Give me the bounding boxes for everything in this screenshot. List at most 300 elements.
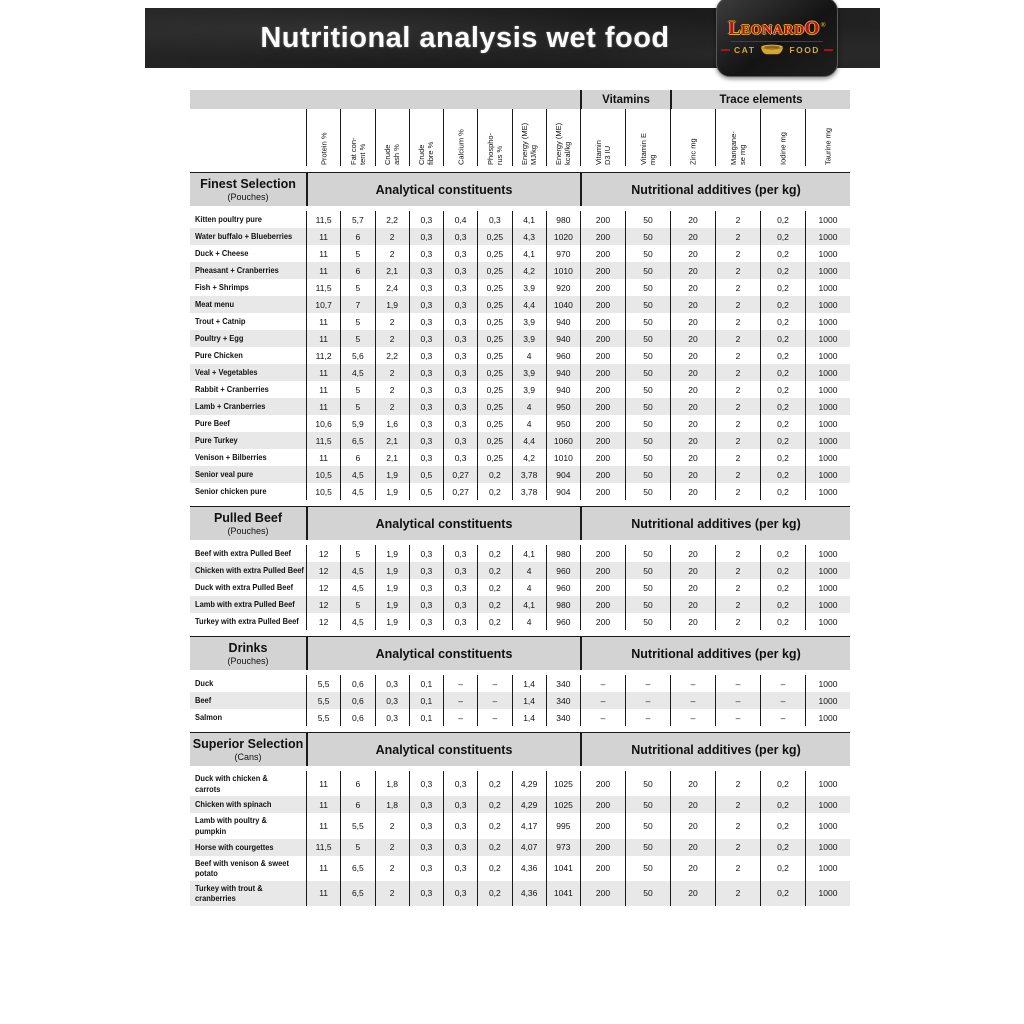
value-cell-3: 0,3 (409, 330, 443, 347)
section-title (190, 637, 306, 670)
table-row (190, 613, 850, 630)
value-cell-8: 200 (580, 449, 625, 466)
product-label-text (195, 333, 243, 344)
value-cell-12: – (760, 692, 805, 709)
column-header-9 (625, 109, 670, 166)
value-cell-11: 2 (715, 466, 760, 483)
value-cell-1: 7 (340, 296, 374, 313)
value-cell-7: 940 (546, 364, 580, 381)
value-cell-1: 6,5 (340, 856, 374, 881)
value-cell-5: 0,25 (477, 313, 511, 330)
value-cell-12: 0,2 (760, 330, 805, 347)
value-cell-2: 1,9 (375, 562, 409, 579)
value-cell-11: 2 (715, 839, 760, 856)
band-nutritional-additives: Nutritional additives (per kg) (580, 733, 850, 766)
product-label-text (195, 435, 238, 446)
table-row (190, 562, 850, 579)
value-cell-0: 12 (306, 579, 340, 596)
product-label (190, 364, 306, 381)
value-cell-11: 2 (715, 562, 760, 579)
value-cell-11: – (715, 709, 760, 726)
value-cell-1: 4,5 (340, 483, 374, 500)
value-cell-4: 0,3 (443, 398, 477, 415)
value-cell-8: 200 (580, 813, 625, 838)
value-cell-0: 11,5 (306, 839, 340, 856)
value-cell-11: 2 (715, 613, 760, 630)
value-cell-12: 0,2 (760, 813, 805, 838)
value-cell-5: 0,25 (477, 279, 511, 296)
value-cell-3: 0,3 (409, 839, 443, 856)
column-header-line: Crude (417, 144, 427, 165)
value-cell-12: 0,2 (760, 545, 805, 562)
value-cell-4: 0,3 (443, 856, 477, 881)
table-row (190, 709, 850, 726)
value-cell-2: 1,9 (375, 296, 409, 313)
value-cell-6: 4,4 (512, 296, 546, 313)
column-header-label (689, 111, 698, 165)
product-label (190, 211, 306, 228)
value-cell-13: 1000 (805, 262, 850, 279)
value-cell-7: 960 (546, 562, 580, 579)
value-cell-3: 0,3 (409, 364, 443, 381)
value-cell-4: 0,3 (443, 279, 477, 296)
product-label (190, 245, 306, 262)
value-cell-1: 0,6 (340, 675, 374, 692)
column-header-line: Vitamin (594, 139, 603, 165)
value-cell-6: 3,78 (512, 466, 546, 483)
value-cell-3: 0,3 (409, 579, 443, 596)
value-cell-8: – (580, 675, 625, 692)
column-header-label (456, 111, 465, 165)
value-cell-8: 200 (580, 398, 625, 415)
product-label-line: Salmon (195, 712, 223, 723)
product-label (190, 279, 306, 296)
value-cell-0: 5,5 (306, 675, 340, 692)
column-header-line: mg (648, 154, 657, 165)
value-cell-8: 200 (580, 432, 625, 449)
value-cell-9: 50 (625, 245, 670, 262)
value-cell-6: 3,78 (512, 483, 546, 500)
product-label (190, 796, 306, 813)
group-header-spacer (190, 90, 580, 109)
table-row (190, 856, 850, 881)
value-cell-13: 1000 (805, 596, 850, 613)
brand-subline (721, 44, 833, 56)
product-label-line: Kitten poultry pure (195, 214, 262, 225)
value-cell-1: 0,6 (340, 709, 374, 726)
value-cell-9: 50 (625, 415, 670, 432)
value-cell-11: 2 (715, 228, 760, 245)
value-cell-13: 1000 (805, 449, 850, 466)
table-row (190, 211, 850, 228)
value-cell-10: 20 (670, 796, 715, 813)
page-title: Nutritional analysis wet food (260, 21, 670, 54)
product-label-line: Pure Beef (195, 418, 230, 429)
value-cell-10: 20 (670, 415, 715, 432)
product-label-line: Lamb with poultry & (195, 815, 267, 826)
table-row (190, 449, 850, 466)
group-header-trace-elements: Trace elements (670, 90, 850, 109)
product-label (190, 483, 306, 500)
value-cell-9: 50 (625, 432, 670, 449)
product-label-line: Duck + Cheese (195, 248, 249, 259)
value-cell-8: 200 (580, 330, 625, 347)
product-label-text (195, 678, 213, 689)
value-cell-2: 1,6 (375, 415, 409, 432)
column-header-line: Energy (ME) (520, 122, 530, 165)
value-cell-7: 340 (546, 709, 580, 726)
product-label-text (195, 858, 289, 879)
value-cell-2: 1,8 (375, 796, 409, 813)
column-header-label (520, 111, 538, 165)
value-cell-3: 0,3 (409, 398, 443, 415)
value-cell-5: 0,2 (477, 579, 511, 596)
value-cell-9: 50 (625, 813, 670, 838)
product-label-line: Turkey with trout & (195, 882, 263, 893)
value-cell-5: 0,2 (477, 613, 511, 630)
value-cell-2: 2,2 (375, 211, 409, 228)
value-cell-5: 0,2 (477, 881, 511, 906)
value-cell-5: 0,25 (477, 296, 511, 313)
value-cell-2: 2 (375, 381, 409, 398)
value-cell-8: 200 (580, 364, 625, 381)
value-cell-9: – (625, 675, 670, 692)
value-cell-10: 20 (670, 545, 715, 562)
value-cell-7: 940 (546, 313, 580, 330)
value-cell-11: 2 (715, 296, 760, 313)
value-cell-12: 0,2 (760, 279, 805, 296)
value-cell-4: – (443, 692, 477, 709)
value-cell-2: 1,9 (375, 596, 409, 613)
value-cell-0: 11 (306, 228, 340, 245)
value-cell-2: 2,1 (375, 449, 409, 466)
value-cell-8: 200 (580, 579, 625, 596)
value-cell-5: 0,2 (477, 796, 511, 813)
value-cell-12: 0,2 (760, 579, 805, 596)
value-cell-7: 960 (546, 347, 580, 364)
value-cell-8: 200 (580, 839, 625, 856)
product-label-line: Duck with extra Pulled Beef (195, 582, 294, 593)
value-cell-5: 0,25 (477, 449, 511, 466)
value-cell-5: 0,25 (477, 415, 511, 432)
value-cell-13: 1000 (805, 313, 850, 330)
value-cell-1: 6 (340, 228, 374, 245)
value-cell-10: 20 (670, 381, 715, 398)
value-cell-0: 5,5 (306, 692, 340, 709)
value-cell-10: 20 (670, 313, 715, 330)
value-cell-11: 2 (715, 881, 760, 906)
value-cell-13: 1000 (805, 613, 850, 630)
table-row (190, 245, 850, 262)
column-header-line: Crude (383, 144, 393, 165)
column-header-4 (443, 109, 477, 166)
value-cell-7: 1040 (546, 296, 580, 313)
column-header-line: D3 IU (603, 145, 612, 165)
value-cell-9: 50 (625, 881, 670, 906)
value-cell-8: 200 (580, 771, 625, 796)
value-cell-9: – (625, 692, 670, 709)
value-cell-4: 0,3 (443, 347, 477, 364)
value-cell-13: 1000 (805, 881, 850, 906)
value-cell-6: 4,3 (512, 228, 546, 245)
value-cell-2: 2 (375, 881, 409, 906)
value-cell-12: 0,2 (760, 483, 805, 500)
product-label (190, 579, 306, 596)
product-label-line: Lamb with extra Pulled Beef (195, 599, 295, 610)
section-band-0 (190, 172, 850, 206)
value-cell-2: 2,2 (375, 347, 409, 364)
value-cell-5: 0,25 (477, 245, 511, 262)
value-cell-8: 200 (580, 228, 625, 245)
value-cell-2: 2 (375, 228, 409, 245)
value-cell-1: 5 (340, 245, 374, 262)
product-label-text (195, 231, 292, 242)
value-cell-5: 0,2 (477, 856, 511, 881)
product-label-line: potato (195, 868, 218, 879)
value-cell-9: 50 (625, 596, 670, 613)
value-cell-11: 2 (715, 330, 760, 347)
column-header-8 (580, 109, 625, 166)
value-cell-2: 2,1 (375, 262, 409, 279)
column-header-12 (760, 109, 805, 166)
value-cell-9: 50 (625, 449, 670, 466)
product-label-line: Senior chicken pure (195, 486, 267, 497)
product-label (190, 330, 306, 347)
section-band-3 (190, 732, 850, 766)
section-rows-3 (190, 771, 850, 906)
value-cell-4: 0,3 (443, 415, 477, 432)
value-cell-2: 2 (375, 839, 409, 856)
section-title (190, 733, 306, 766)
value-cell-9: 50 (625, 483, 670, 500)
column-header-line: Mangane- (729, 130, 738, 165)
value-cell-3: 0,3 (409, 562, 443, 579)
product-label-line: carrots (195, 783, 221, 794)
value-cell-11: 2 (715, 796, 760, 813)
value-cell-1: 4,5 (340, 613, 374, 630)
value-cell-13: 1000 (805, 579, 850, 596)
column-header-line: Energy (ME) (554, 122, 564, 165)
value-cell-4: 0,3 (443, 432, 477, 449)
value-cell-10: 20 (670, 296, 715, 313)
column-header-line: Fat con- (348, 136, 358, 165)
value-cell-2: 1,9 (375, 613, 409, 630)
value-cell-7: 940 (546, 330, 580, 347)
value-cell-9: 50 (625, 347, 670, 364)
value-cell-7: 1025 (546, 771, 580, 796)
product-label-text (195, 773, 268, 794)
value-cell-6: 4 (512, 398, 546, 415)
section-subtitle: (Cans) (234, 751, 262, 762)
value-cell-7: 920 (546, 279, 580, 296)
value-cell-10: 20 (670, 579, 715, 596)
value-cell-13: 1000 (805, 796, 850, 813)
value-cell-9: 50 (625, 228, 670, 245)
value-cell-5: 0,25 (477, 364, 511, 381)
value-cell-7: 950 (546, 415, 580, 432)
value-cell-13: 1000 (805, 296, 850, 313)
section-rows-1 (190, 545, 850, 630)
value-cell-10: 20 (670, 856, 715, 881)
value-cell-11: 2 (715, 579, 760, 596)
value-cell-13: 1000 (805, 709, 850, 726)
value-cell-13: 1000 (805, 279, 850, 296)
value-cell-1: 5,5 (340, 813, 374, 838)
value-cell-1: 5 (340, 313, 374, 330)
brand-food-label: FOOD (789, 44, 820, 55)
value-cell-2: 2 (375, 813, 409, 838)
value-cell-7: 970 (546, 245, 580, 262)
product-label (190, 881, 306, 906)
value-cell-7: 950 (546, 398, 580, 415)
column-header-0 (306, 109, 340, 166)
value-cell-7: 340 (546, 692, 580, 709)
value-cell-9: 50 (625, 856, 670, 881)
value-cell-6: 4,1 (512, 211, 546, 228)
product-label-text (195, 712, 222, 723)
table-row (190, 432, 850, 449)
value-cell-11: – (715, 692, 760, 709)
value-cell-9: 50 (625, 279, 670, 296)
product-label-line: Senior veal pure (195, 469, 254, 480)
value-cell-12: 0,2 (760, 313, 805, 330)
product-label-line: Veal + Vegetables (195, 367, 258, 378)
value-cell-9: 50 (625, 579, 670, 596)
value-cell-4: 0,3 (443, 579, 477, 596)
column-header-2 (375, 109, 409, 166)
value-cell-1: 5,7 (340, 211, 374, 228)
band-nutritional-additives: Nutritional additives (per kg) (580, 173, 850, 206)
value-cell-0: 11 (306, 313, 340, 330)
value-cell-13: 1000 (805, 398, 850, 415)
value-cell-3: 0,3 (409, 856, 443, 881)
value-cell-5: 0,25 (477, 432, 511, 449)
column-header-6 (512, 109, 546, 166)
value-cell-3: 0,1 (409, 675, 443, 692)
table-row (190, 347, 850, 364)
value-cell-9: 50 (625, 364, 670, 381)
value-cell-1: 5 (340, 398, 374, 415)
product-label-line: Beef with venison & sweet (195, 857, 289, 868)
product-label (190, 813, 306, 838)
value-cell-10: 20 (670, 279, 715, 296)
value-cell-13: 1000 (805, 381, 850, 398)
value-cell-1: 6,5 (340, 881, 374, 906)
product-label-line: Turkey with extra Pulled Beef (195, 616, 299, 627)
product-label-text (195, 599, 295, 610)
value-cell-9: 50 (625, 562, 670, 579)
column-header-line: fibre % (426, 141, 436, 165)
product-label-line: Fish + Shrimps (195, 282, 249, 293)
value-cell-0: 11 (306, 381, 340, 398)
value-cell-3: 0,3 (409, 296, 443, 313)
section-subtitle: (Pouches) (227, 191, 269, 202)
table-row (190, 545, 850, 562)
value-cell-2: 2 (375, 856, 409, 881)
value-cell-6: 4 (512, 562, 546, 579)
section-rows-2 (190, 675, 850, 726)
value-cell-9: 50 (625, 839, 670, 856)
product-label-line: Horse with courgettes (195, 841, 274, 852)
value-cell-1: 5,6 (340, 347, 374, 364)
value-cell-10: – (670, 692, 715, 709)
table-row (190, 466, 850, 483)
table-row (190, 796, 850, 813)
value-cell-3: 0,3 (409, 381, 443, 398)
value-cell-13: 1000 (805, 545, 850, 562)
value-cell-11: 2 (715, 545, 760, 562)
column-header-row (190, 109, 850, 166)
value-cell-6: 4,1 (512, 596, 546, 613)
value-cell-4: 0,3 (443, 381, 477, 398)
value-cell-1: 0,6 (340, 692, 374, 709)
value-cell-2: 2,1 (375, 432, 409, 449)
product-label-text (195, 815, 267, 836)
value-cell-3: 0,3 (409, 796, 443, 813)
value-cell-0: 10,5 (306, 483, 340, 500)
brand-cat-label: CAT (734, 44, 756, 55)
value-cell-7: 1025 (546, 796, 580, 813)
value-cell-7: 995 (546, 813, 580, 838)
value-cell-7: 973 (546, 839, 580, 856)
value-cell-3: 0,3 (409, 211, 443, 228)
column-header-label (383, 111, 401, 165)
value-cell-5: 0,25 (477, 228, 511, 245)
value-cell-11: 2 (715, 596, 760, 613)
product-label-text (195, 486, 267, 497)
band-analytical-constituents: Analytical constituents (306, 733, 580, 766)
value-cell-10: 20 (670, 245, 715, 262)
table-row (190, 381, 850, 398)
value-cell-4: 0,3 (443, 364, 477, 381)
value-cell-13: 1000 (805, 415, 850, 432)
value-cell-13: 1000 (805, 562, 850, 579)
value-cell-12: 0,2 (760, 562, 805, 579)
column-header-label (639, 111, 657, 165)
product-label-text (195, 548, 291, 559)
value-cell-13: 1000 (805, 839, 850, 856)
value-cell-9: 50 (625, 330, 670, 347)
value-cell-6: 4,2 (512, 449, 546, 466)
value-cell-8: 200 (580, 466, 625, 483)
section-band-1 (190, 506, 850, 540)
product-label (190, 466, 306, 483)
value-cell-8: 200 (580, 545, 625, 562)
value-cell-6: 4,07 (512, 839, 546, 856)
value-cell-7: 904 (546, 466, 580, 483)
value-cell-10: 20 (670, 771, 715, 796)
value-cell-5: 0,2 (477, 545, 511, 562)
value-cell-7: 340 (546, 675, 580, 692)
bowl-icon (759, 44, 785, 56)
value-cell-11: 2 (715, 381, 760, 398)
value-cell-5: 0,25 (477, 330, 511, 347)
value-cell-5: 0,2 (477, 813, 511, 838)
value-cell-2: 2 (375, 313, 409, 330)
value-cell-6: 4 (512, 415, 546, 432)
product-label-text (195, 418, 230, 429)
value-cell-4: 0,27 (443, 483, 477, 500)
product-label-line: Water buffalo + Blueberries (195, 231, 293, 242)
value-cell-0: 11 (306, 813, 340, 838)
section-name: Pulled Beef (213, 511, 283, 526)
value-cell-1: 5 (340, 279, 374, 296)
column-header-line: Taurine mg (823, 127, 833, 165)
value-cell-4: 0,3 (443, 545, 477, 562)
value-cell-3: 0,3 (409, 415, 443, 432)
value-cell-5: 0,25 (477, 347, 511, 364)
value-cell-11: 2 (715, 364, 760, 381)
